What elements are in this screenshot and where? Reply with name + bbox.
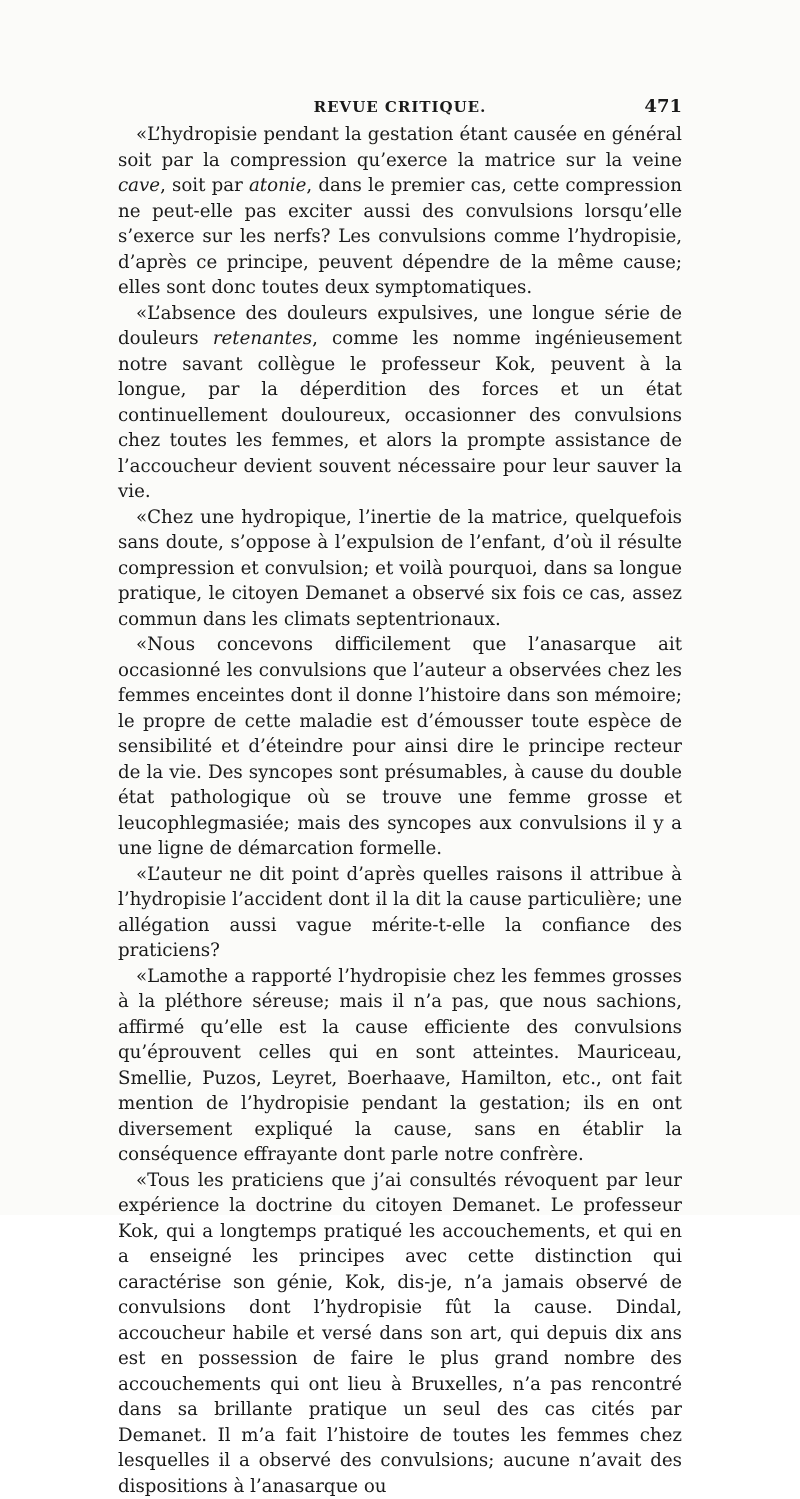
paragraph-text: , soit par <box>160 175 249 196</box>
paragraph-text: «Lamothe a rapporté l’hydropisie chez les femmes grosses à la pléthore séreuse; mais il n’a pas, que nous sachions, affirmé qu’elle est la cause efficiente des convulsions qu’éprouvent celles qui en sont atteintes. Mauriceau, Smellie, Puzos, Leyret, Boerhaave, Hamilton, etc., ont fait mention de l’hydropisie pendant la gestation; ils en ont diversement expliqué la cause, sans en établir la conséquence effrayante dont parle notre confrère. <box>118 966 682 1166</box>
paragraph-text: «L’hydropisie pendant la gestation étant causée en général soit par la compression qu’exerce la matrice sur la veine <box>118 124 682 171</box>
paragraph-text: «L’absence des douleurs expulsives, une longue série de douleurs <box>118 303 682 350</box>
italic-term: atonie <box>249 175 306 196</box>
paragraph <box>118 862 682 964</box>
italic-term: retenantes <box>213 328 312 349</box>
italic-term: cave <box>118 175 160 196</box>
paragraph-text: «Tous les praticiens que j’ai consultés révoquent par leur expérience la doctrine du citoyen Demanet. Le professeur Kok, qui a longtemps pratiqué les accouchements, et qui en a enseigné les principes avec cette distinction qui caractérise son génie, Kok, dis-je, n’a jamais observé de convulsions dont l’hydropisie fût la cause. Dindal, accoucheur habile et versé dans son art, qui depuis dix ans est en possession de faire le plus grand nombre des accouchements qui ont lieu à Bruxelles, n’a pas rencontré dans sa brillante pratique un seul des cas cités par Demanet. Il m’a fait l’histoire de toutes les femmes chez lesquelles il a observé des convulsions; aucune n’avait des dispositions à l’anasarque ou <box>118 1170 682 1497</box>
paragraph <box>118 122 682 301</box>
paragraph <box>118 1168 682 1499</box>
paragraph-text: , comme les nomme ingénieusement notre savant collègue le professeur Kok, peuvent à la longue, par la déperdition des forces et un état continuellement douloureux, occasionner des convulsions chez toutes les femmes, et alors la prompte assistance de l’accoucheur devient souvent nécessaire pour leur sauver la vie. <box>118 328 682 502</box>
paragraph <box>118 632 682 862</box>
paragraph-text: «Nous concevons difficilement que l’anasarque ait occasionné les convulsions que l’auteur a observées chez les femmes enceintes dont il donne l’histoire dans son mémoire; le propre de cette maladie est d’émousser toute espèce de sensibilité et d’éteindre pour ainsi dire le principe recteur de la vie. Des syncopes sont présumables, à cause du double état pathologique où se trouve une femme grosse et leucophlegmasiée; mais des syncopes aux convulsions il y a une ligne de démarcation formelle. <box>118 634 682 859</box>
body-text <box>118 122 682 1499</box>
paragraph-text: , dans le premier cas, cette compression ne peut-elle pas exciter aussi des convulsions lorsqu’elle s’exerce sur les nerfs? Les convulsions comme l’hydropisie, d’après ce principe, peuvent dépendre de la même cause; elles sont donc toutes deux symptomatiques. <box>118 175 682 298</box>
paragraph <box>118 301 682 505</box>
paragraph-text: «L’auteur ne dit point d’après quelles raisons il attribue à l’hydropisie l’accident dont il la dit la cause particulière; une allégation aussi vague mérite-t-elle la confiance des praticiens? <box>118 864 682 962</box>
page-header <box>118 96 682 120</box>
paragraph-text: «Chez une hydropique, l’inertie de la matrice, quelquefois sans doute, s’oppose à l’expulsion de l’enfant, d’où il résulte compression et convulsion; et voilà pourquoi, dans sa longue pratique, le citoyen Demanet a observé six fois ce cas, assez commun dans les climats septentrionaux. <box>118 507 682 630</box>
page-number: 471 <box>644 96 682 117</box>
running-head: REVUE CRITIQUE. <box>118 98 682 116</box>
paragraph <box>118 964 682 1168</box>
paragraph <box>118 505 682 633</box>
